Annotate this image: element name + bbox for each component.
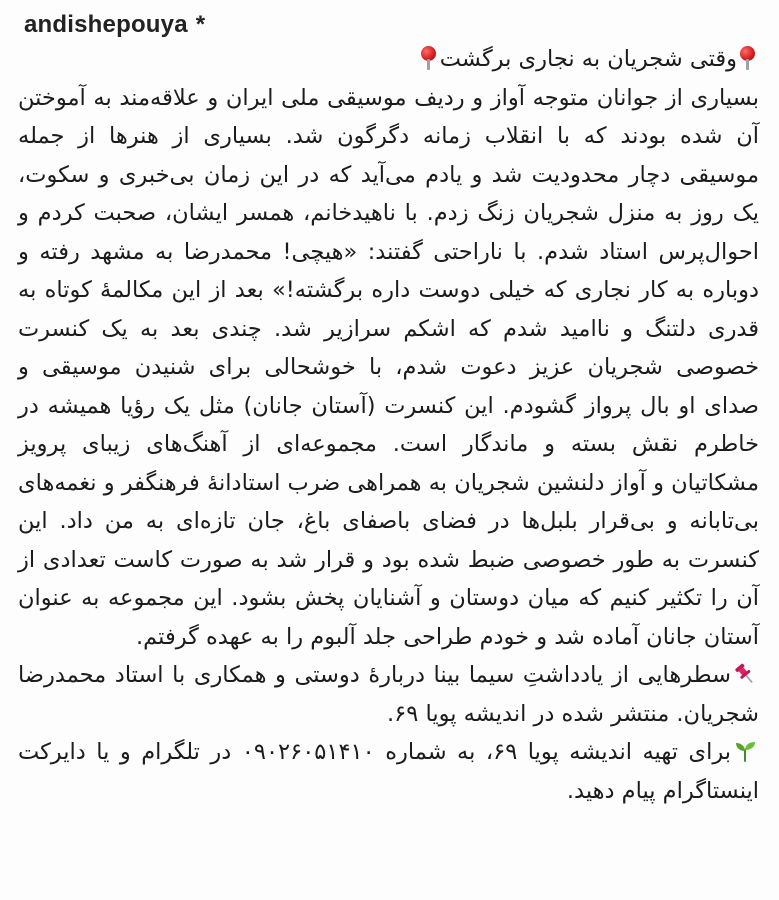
post-caption xyxy=(18,40,759,810)
caption-heading-line xyxy=(18,40,759,79)
username[interactable]: andishepouya xyxy=(24,11,188,38)
caption-heading: وقتی شجریان به نجاری برگشت xyxy=(439,46,737,72)
caption-source-line xyxy=(18,656,759,733)
seedling-icon xyxy=(733,739,757,763)
round-pushpin-icon xyxy=(420,46,438,70)
post-header xyxy=(24,8,205,42)
username-star: * xyxy=(195,11,206,38)
round-pushpin-icon xyxy=(739,46,757,70)
pushpin-icon xyxy=(733,662,757,686)
caption-order-line xyxy=(18,733,759,810)
caption-body: بسیاری از جوانان متوجه آواز و ردیف موسیقی ملی ایران و علاقه‌مند به آموختن آن شده بودند که با انقلاب زمانه دگرگون شد. بسیاری از هنرها از جمله موسیقی دچار محدودیت شد و یادم می‌آید که در این زمان بی‌خبری و سکوت، یک روز به منزل شجریان زنگ زدم. با ناهیدخانم، همسر ایشان، صحبت کردم و احوال‌پرس استاد شدم. با ناراحتی گفتند: «هیچی! محمدرضا به مشهد رفته و دوباره به کار نجاری که خیلی دوست داره برگشته!» بعد از این مکالمهٔ کوتاه به قدری دلتنگ و ناامید شدم که اشکم سرازیر شد. چندی بعد به یک کنسرت خصوصی شجریان عزیز دعوت شدم، با خوشحالی برای شنیدن موسیقی و صدای او بال پرواز گشودم. این کنسرت (آستان جانان) مثل یک رؤیا همیشه در خاطرم نقش بسته و ماندگار است. مجموعه‌ای از آهنگ‌های زیبای پرویز مشکاتیان و آواز دلنشین شجریان به همراهی ضرب استادانهٔ فرهنگفر و نغمه‌های بی‌تابانه و بی‌قرار بلبل‌ها در فضای باصفای باغ، جان تازه‌ای به من داد. این کنسرت به طور خصوصی ضبط شده بود و قرار شد به صورت کاست تعدادی از آن را تکثیر کنیم که میان دوستان و آشنایان پخش بشود. این مجموعه به عنوان آستان جانان آماده شد و خودم طراحی جلد آلبوم را به عهده گرفتم. xyxy=(18,84,759,650)
caption-order: برای تهیه اندیشه پویا ۶۹، به شماره ۰۹۰۲۶۰۵۱۴۱۰ در تلگرام و یا دایرکت اینستاگرام پیام دهید. xyxy=(18,739,759,804)
caption-source: سطرهایی از یادداشتِ سیما بینا دربارهٔ دوستی و همکاری با استاد محمدرضا شجریان. منتشر شده در اندیشه پویا ۶۹. xyxy=(18,662,759,727)
